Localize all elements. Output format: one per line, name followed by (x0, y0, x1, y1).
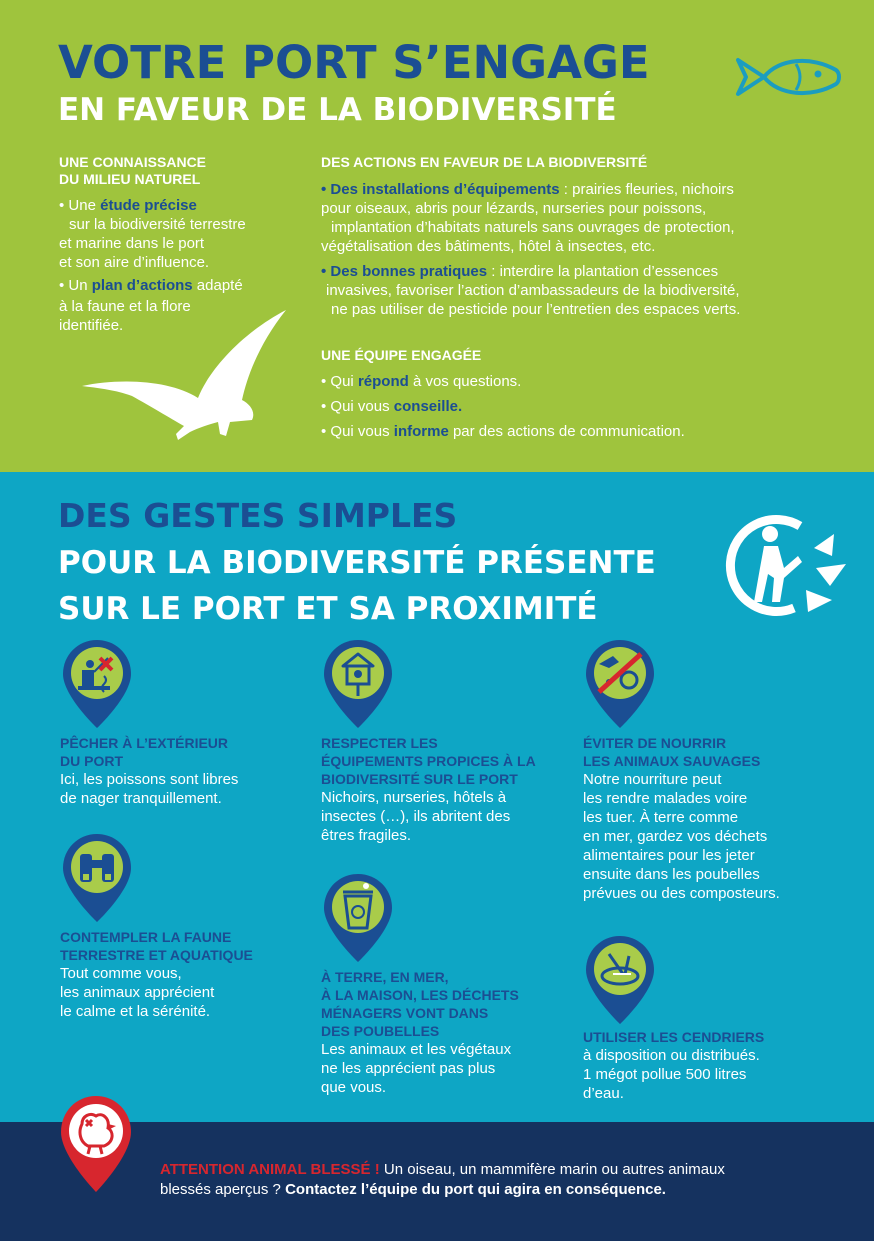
seagull-icon (80, 306, 290, 456)
list-item: • Des bonnes pratiques : interdire la plantation d’essences (321, 263, 719, 280)
knowledge-heading: UNE CONNAISSANCE DU MILIEU NATUREL (59, 154, 207, 187)
tip-feeding: ÉVITER DE NOURRIR LES ANIMAUX SAUVAGES Notre nourriture peut les rendre malades voire les tuer. À terre comme en mer, gardez vos déchets alimentaires pour les jeter ensuite dans les poubelles prévues ou des composteurs. (583, 735, 780, 902)
actions-heading: DES ACTIONS EN FAVEUR DE LA BIODIVERSITÉ (321, 154, 648, 170)
list-item: • Qui vous informe par des actions de communication. (321, 423, 685, 440)
tip-equipment: RESPECTER LES ÉQUIPEMENTS PROPICES À LA BIODIVERSITÉ SUR LE PORT Nichoirs, nurseries, hôtels à insectes (…), ils abritent des êtres fragiles. (321, 735, 536, 844)
list-item: • Des installations d’équipements : prairies fleuries, nichoirs (321, 181, 734, 198)
trash-bin-icon (321, 872, 395, 964)
feeding-forbidden-icon (583, 638, 657, 730)
tip-ashtrays: UTILISER LES CENDRIERS à disposition ou distribués. 1 mégot pollue 500 litres d’eau. (583, 1029, 765, 1102)
list-item: • Qui répond à vos questions. (321, 373, 522, 390)
recycling-person-icon (722, 512, 850, 622)
tip-contemplate: CONTEMPLER LA FAUNE TERRESTRE ET AQUATIQUE Tout comme vous, les animaux apprécient le calme et la sérénité. (60, 929, 253, 1020)
page-subtitle: EN FAVEUR DE LA BIODIVERSITÉ (58, 92, 617, 128)
fishing-forbidden-icon (60, 638, 134, 730)
simple-gestures-section (0, 472, 874, 1122)
list-item: • Qui vous conseille. (321, 398, 463, 415)
birdhouse-icon (321, 638, 395, 730)
fish-icon (734, 52, 846, 102)
page-title: VOTRE PORT S’ENGAGE (58, 36, 650, 89)
gestures-subtitle: POUR LA BIODIVERSITÉ PRÉSENTE SUR LE PORT ET SA PROXIMITÉ (58, 545, 656, 627)
injured-bird-icon (58, 1094, 134, 1194)
gestures-title: DES GESTES SIMPLES (58, 496, 458, 535)
biodiversity-commitment-section (0, 0, 874, 472)
actions-list: • Des installations d’équipements : prairies fleuries, nichoirs pour oiseaux, abris pour lézards, nurseries pour poissons, implantation d’habitats naturels sans ouvrages de protection, végétalisation des bâtiments, hôtel à insectes, etc. • Des bonnes pratiques : interdire la plantation d’essences invasives, favoriser l’action d’ambassadeurs de la biodiversité, ne pas utiliser de pesticide pour l’entretien des espaces verts. (321, 180, 841, 319)
list-item: • Un plan d’actions adapté (59, 277, 243, 294)
alert-text: ATTENTION ANIMAL BLESSÉ ! Un oiseau, un mammifère marin ou autres animaux blessés aperçus ? Contactez l’équipe du port qui agira en conséquence. (160, 1161, 725, 1198)
team-heading: UNE ÉQUIPE ENGAGÉE (321, 347, 482, 363)
alert-label: ATTENTION ANIMAL BLESSÉ ! (160, 1161, 380, 1178)
knowledge-list: • Une étude précise sur la biodiversité terrestre et marine dans le port et son aire d’influence. • Un plan d’actions adapté à la faune et la flore identifiée. (59, 196, 299, 335)
team-list (321, 372, 821, 441)
binoculars-icon (60, 832, 134, 924)
ashtray-icon (583, 934, 657, 1026)
tip-waste: À TERRE, EN MER, À LA MAISON, LES DÉCHETS MÉNAGERS VONT DANS DES POUBELLES Les animaux et les végétaux ne les apprécient pas plus que vous. (321, 969, 519, 1096)
tip-fishing: PÊCHER À L’EXTÉRIEUR DU PORT Ici, les poissons sont libres de nager tranquillement. (60, 735, 239, 807)
list-item: • Une étude précise (59, 197, 197, 214)
